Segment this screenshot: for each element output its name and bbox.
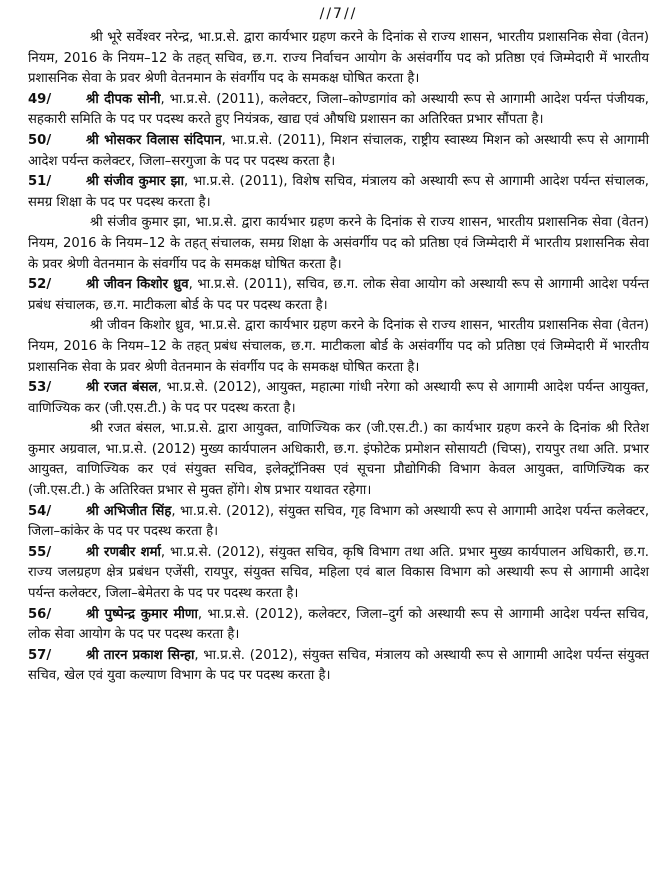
order-entry-53 bbox=[28, 378, 649, 419]
order-entry-57 bbox=[28, 646, 649, 687]
paragraph-text: श्री संजीव कुमार झा, भा.प्र.से. द्वारा कार्यभार ग्रहण करने के दिनांक से राज्य शासन, भारतीय प्रशासनिक सेवा (वेतन) नियम, 2016 के नियम–12 के तहत् संचालक, समग्र शिक्षा के असंवर्गीय पद को प्रतिष्ठा एवं जिम्मेदारी में भारतीय प्रशासनिक सेवा के प्रवर श्रेणी वेतनमान के संवर्गीय पद के समकक्ष घोषित करता है। bbox=[28, 215, 649, 272]
officer-name: श्री संजीव कुमार झा bbox=[86, 174, 185, 190]
page-number: //7// bbox=[319, 6, 358, 22]
order-entry-54 bbox=[28, 502, 649, 543]
officer-name: श्री अभिजीत सिंह bbox=[86, 503, 172, 519]
order-entry-49 bbox=[28, 90, 649, 131]
order-entry-52 bbox=[28, 275, 649, 316]
paragraph-rajat bbox=[28, 419, 649, 501]
entry-number: 51/ bbox=[28, 174, 52, 190]
entry-text: , भा.प्र.से. (2011), विशेष सचिव, मंत्रालय को अस्थायी रूप से आगामी आदेश पर्यन्त संचालक, समग्र शिक्षा के पद पर पदस्थ करता है। bbox=[28, 174, 649, 210]
entry-text: , भा.प्र.से. (2011), मिशन संचालक, राष्ट्रीय स्वास्थ्य मिशन को अस्थायी रूप से आगामी आदेश पर्यन्त कलेक्टर, जिला–सरगुजा के पद पर पदस्थ करता है। bbox=[28, 132, 649, 169]
entry-text: , भा.प्र.से. (2012), संयुक्त सचिव, कृषि विभाग तथा अति. प्रभार मुख्य कार्यपालन अधिकारी, छ.ग. राज्य जलग्रहण क्षेत्र प्रबंधन एजेंसी, रायपुर, संयुक्त सचिव, महिला एवं बाल विकास विभाग को अस्थायी रूप से आगामी आदेश पर्यन्त कलेक्टर, जिला–बेमेतरा के पद पर पदस्थ करता है। bbox=[28, 544, 649, 602]
entry-text: , भा.प्र.से. (2011), सचिव, छ.ग. लोक सेवा आयोग को अस्थायी रूप से आगामी आदेश पर्यन्त प्रबंध संचालक, छ.ग. माटीकला बोर्ड के पद पर पदस्थ करता है। bbox=[28, 277, 649, 313]
officer-name: श्री पुष्पेन्द्र कुमार मीणा bbox=[86, 606, 198, 622]
paragraph-text: श्री रजत बंसल, भा.प्र.से. द्वारा आयुक्त, वाणिज्यिक कर (जी.एस.टी.) का कार्यभार ग्रहण करने के दिनांक श्री रितेश कुमार अग्रवाल, भा.प्र.से. (2012) मुख्य कार्यपालन अधिकारी, छ.ग. इंफोटेक प्रमोशन सोसायटी (चिप्स), रायपुर तथा अति. प्रभार आयुक्त, वाणिज्यिक कर एवं संयुक्त सचिव, इलेक्ट्रॉनिक्स एवं सूचना प्रौद्योगिकी विभाग केवल आयुक्त, वाणिज्यिक कर (जी.एस.टी.) के अतिरिक्त प्रभार से मुक्त होंगे। शेष प्रभार यथावत रहेगा। bbox=[28, 421, 649, 499]
officer-name: श्री तारन प्रकाश सिन्हा bbox=[86, 647, 195, 663]
officer-name: श्री जीवन किशोर ध्रुव bbox=[86, 277, 189, 293]
entry-text: , भा.प्र.से. (2012), संयुक्त सचिव, मंत्रालय को अस्थायी रूप से आगामी आदेश पर्यन्त संयुक्त सचिव, खेल एवं युवा कल्याण विभाग के पद पर पदस्थ करता है। bbox=[28, 647, 649, 684]
paragraph-bhure bbox=[28, 28, 649, 90]
officer-name: श्री भोसकर विलास संदिपान bbox=[86, 132, 222, 148]
order-entry-56 bbox=[28, 605, 649, 646]
order-entry-50 bbox=[28, 131, 649, 172]
entry-number: 53/ bbox=[28, 380, 52, 396]
officer-name: श्री रजत बंसल bbox=[86, 380, 158, 396]
entry-number: 52/ bbox=[28, 277, 52, 293]
officer-name: श्री दीपक सोनी bbox=[86, 91, 161, 107]
entry-number: 57/ bbox=[28, 647, 52, 663]
paragraph-text: श्री भूरे सर्वेश्वर नरेन्द्र, भा.प्र.से. द्वारा कार्यभार ग्रहण करने के दिनांक से राज्य शासन, भारतीय प्रशासनिक सेवा (वेतन) नियम, 2016 के नियम–12 के तहत् सचिव, छ.ग. राज्य निर्वाचन आयोग के असंवर्गीय पद को प्रतिष्ठा एवं जिम्मेदारी में भारतीय प्रशासनिक सेवा के प्रवर श्रेणी वेतनमान के संवर्गीय पद के समकक्ष घोषित करता है। bbox=[28, 30, 649, 87]
entry-text: , भा.प्र.से. (2012), संयुक्त सचिव, गृह विभाग को अस्थायी रूप से आगामी आदेश पर्यन्त कलेक्टर, जिला–कांकेर के पद पर पदस्थ करता है। bbox=[28, 503, 650, 540]
entry-text: , भा.प्र.से. (2011), कलेक्टर, जिला–कोण्डागांव को अस्थायी रूप से आगामी आदेश पर्यन्त पंजीयक, सहकारी समिति के पद पर पदस्थ करते हुए नियंत्रक, खाद्य एवं औषधि प्रशासन का अतिरिक्त प्रभार सौंपता है। bbox=[28, 91, 649, 128]
entry-number: 56/ bbox=[28, 606, 52, 622]
paragraph-text: श्री जीवन किशोर ध्रुव, भा.प्र.से. द्वारा कार्यभार ग्रहण करने के दिनांक से राज्य शासन, भारतीय प्रशासनिक सेवा (वेतन) नियम, 2016 के नियम–12 के तहत् प्रबंध संचालक, छ.ग. माटीकला बोर्ड के असंवर्गीय पद को प्रतिष्ठा एवं जिम्मेदारी में भारतीय प्रशासनिक सेवा के प्रवर श्रेणी वेतनमान के संवर्गीय पद के समकक्ष घोषित करता है। bbox=[28, 318, 649, 375]
paragraph-jeevan bbox=[28, 316, 649, 378]
entry-text: , भा.प्र.से. (2012), कलेक्टर, जिला–दुर्ग को अस्थायी रूप से आगामी आदेश पर्यन्त सचिव, लोक सेवा आयोग के पद पर पदस्थ करता है। bbox=[28, 606, 649, 643]
entry-text: , भा.प्र.से. (2012), आयुक्त, महात्मा गांधी नरेगा को अस्थायी रूप से आगामी आदेश पर्यन्त आयुक्त, वाणिज्यिक कर (जी.एस.टी.) के पद पर पदस्थ करता है। bbox=[28, 380, 649, 416]
entry-number: 50/ bbox=[28, 132, 52, 148]
order-entry-55 bbox=[28, 543, 649, 605]
entry-number: 54/ bbox=[28, 503, 52, 519]
officer-name: श्री रणबीर शर्मा bbox=[86, 544, 161, 560]
order-entry-51 bbox=[28, 172, 649, 213]
entry-number: 55/ bbox=[28, 544, 52, 560]
entry-number: 49/ bbox=[28, 91, 52, 107]
paragraph-sanjeev bbox=[28, 213, 649, 275]
